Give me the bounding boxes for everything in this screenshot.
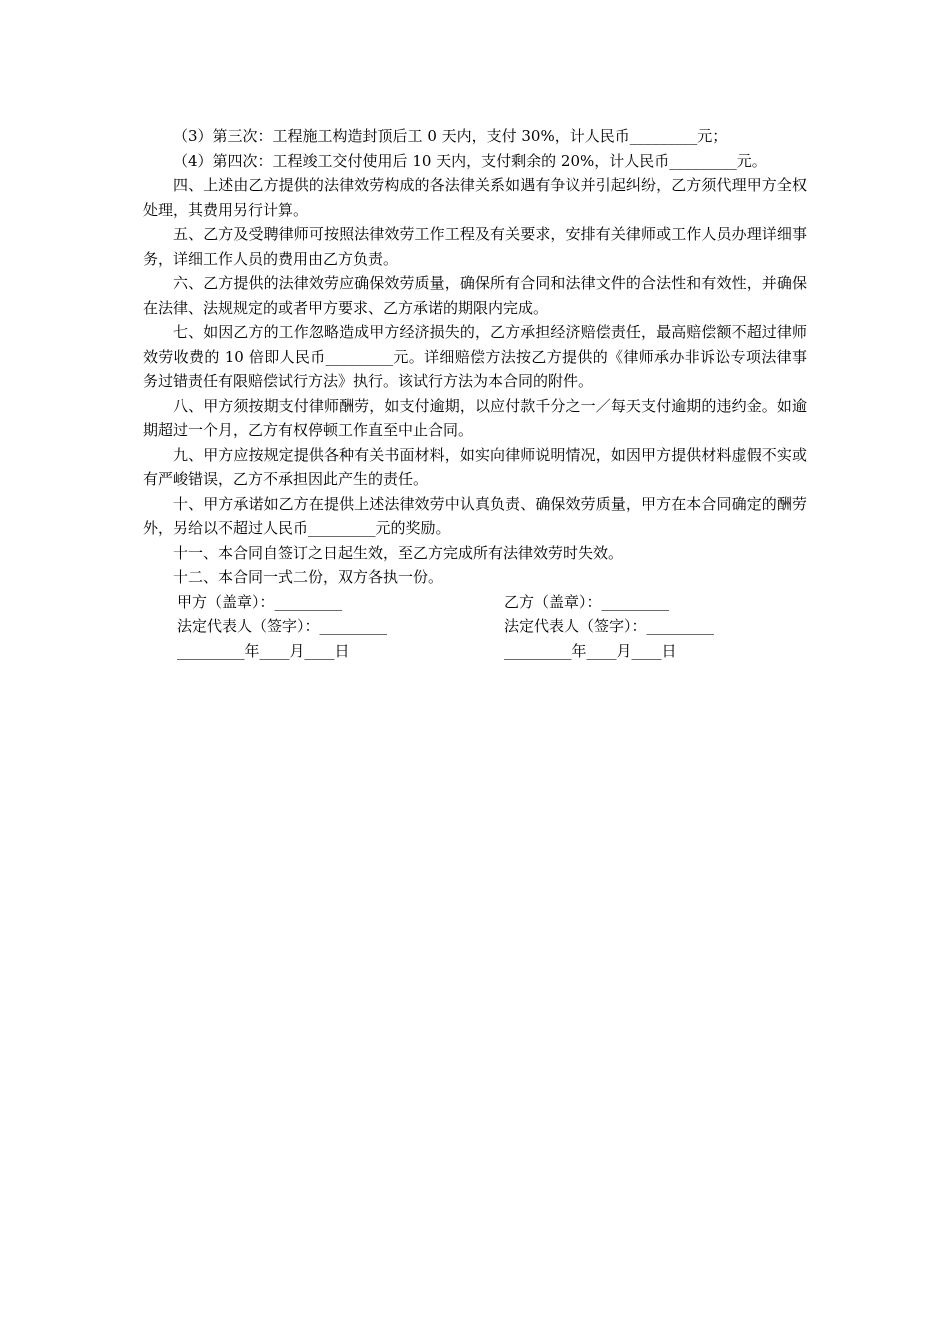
signature-rep-row bbox=[177, 614, 807, 639]
clause-10: 十、甲方承诺如乙方在提供上述法律效劳中认真负责、确保效劳质量，甲方在本合同确定的酬劳外，另给以不超过人民币_________元的奖励。 bbox=[143, 494, 807, 537]
clause-11: 十一、本合同自签订之日起生效，至乙方完成所有法律效劳时失效。 bbox=[173, 543, 624, 562]
party-b-representative: 法定代表人（签字）：_________ bbox=[504, 617, 715, 635]
clause-6: 六、乙方提供的法律效劳应确保效劳质量，确保所有合同和法律文件的合法性和有效性，并确保在法律、法规规定的或者甲方要求、乙方承诺的期限内完成。 bbox=[143, 274, 807, 317]
clause-payment-third: （3）第三次：工程施工构造封顶后工 0 天内，支付 30%，计人民币_________元； bbox=[173, 127, 728, 145]
clause-7: 七、如因乙方的工作忽略造成甲方经济损失的，乙方承担经济赔偿责任，最高赔偿额不超过律师效劳收费的 10 倍即人民币_________元。详细赔偿方法按乙方提供的《律师承办非诉讼专项法律事务过错责任有限赔偿试行方法》执行。该试行方法为本合同的附件。 bbox=[143, 323, 807, 390]
clause-4: 四、上述由乙方提供的法律效劳构成的各法律关系如遇有争议并引起纠纷，乙方须代理甲方全权处理，其费用另行计算。 bbox=[143, 176, 807, 219]
contract-body bbox=[143, 124, 807, 663]
party-b-date: _________年____月____日 bbox=[504, 641, 677, 660]
signature-seal-row bbox=[177, 590, 807, 615]
clause-5: 五、乙方及受聘律师可按照法律效劳工作工程及有关要求，安排有关律师或工作人员办理详细事务，详细工作人员的费用由乙方负责。 bbox=[143, 225, 807, 268]
signature-date-row bbox=[177, 639, 807, 664]
clause-9: 九、甲方应按规定提供各种有关书面材料，如实向律师说明情况，如因甲方提供材料虚假不实或有严峻错误，乙方不承担因此产生的责任。 bbox=[143, 445, 807, 488]
clause-8: 八、甲方须按期支付律师酬劳，如支付逾期，以应付款千分之一／每天支付逾期的违约金。如逾期超过一个月，乙方有权停顿工作直至中止合同。 bbox=[143, 396, 807, 439]
party-a-seal: 甲方（盖章）：_________ bbox=[177, 592, 343, 611]
party-b-seal: 乙方（盖章）：_________ bbox=[504, 592, 670, 611]
party-a-representative: 法定代表人（签字）：_________ bbox=[177, 617, 388, 635]
clause-payment-fourth: （4）第四次：工程竣工交付使用后 10 天内，支付剩余的 20%，计人民币_________元。 bbox=[173, 151, 767, 170]
clause-12: 十二、本合同一式二份，双方各执一份。 bbox=[173, 568, 444, 586]
party-a-date: _________年____月____日 bbox=[177, 641, 350, 660]
